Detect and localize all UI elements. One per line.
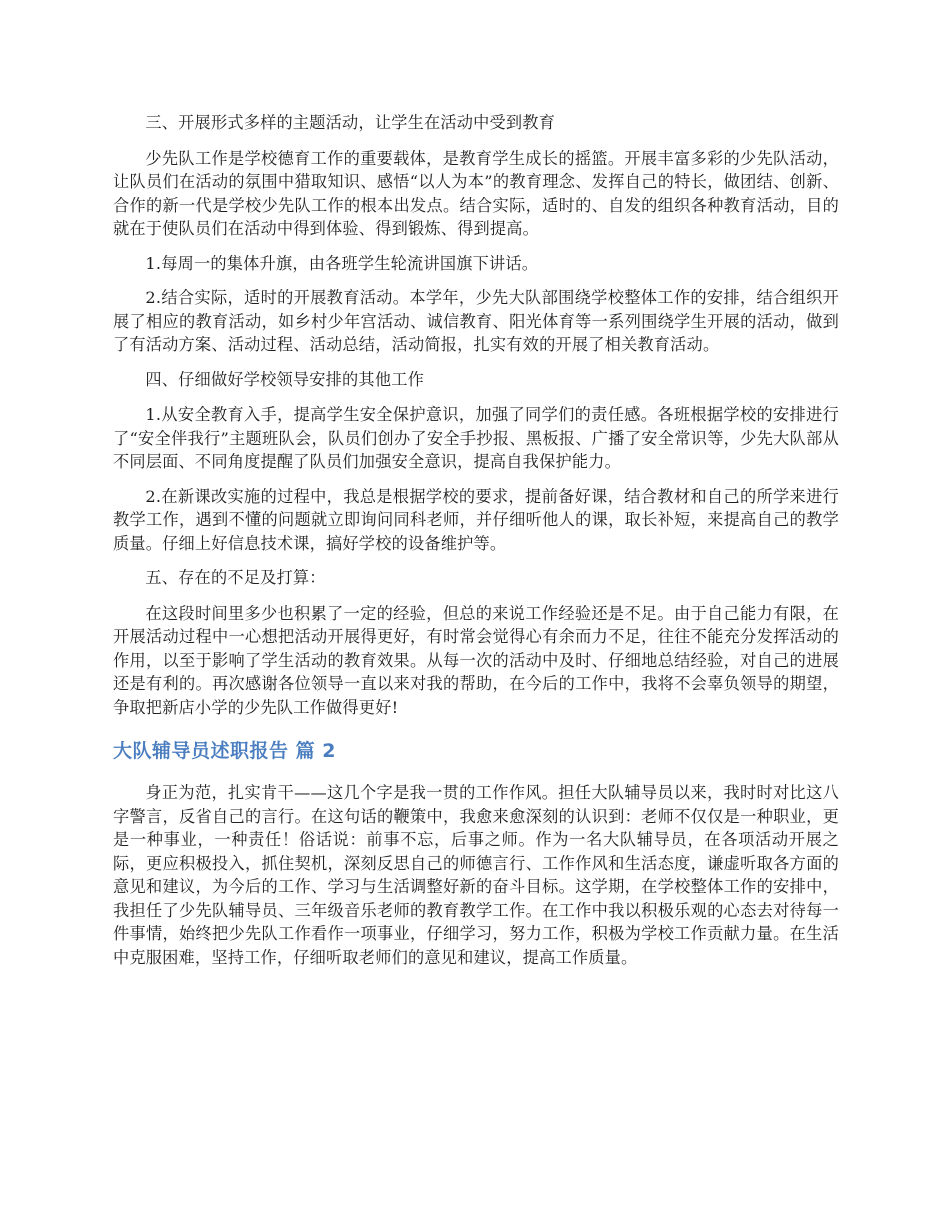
document-body (113, 111, 839, 980)
subheading-5: 五、存在的不足及打算： (145, 568, 326, 587)
body-paragraph: 少先队工作是学校德育工作的重要载体，是教育学生成长的摇篮。开展丰富多彩的少先队活动，让队员们在活动的氛围中猎取知识、感悟“以人为本”的教育理念、发挥自己的特长，做团结、创新、合作的新一代是学校少先队工作的根本出发点。结合实际，适时的、自发的组织各种教育活动，目的就在于使队员们在活动中得到体验、得到锻炼、得到提高。 (113, 148, 839, 238)
section-title: 大队辅导员述职报告 篇 2 (113, 740, 336, 762)
list-item-1: 1.每周一的集体升旗，由各班学生轮流讲国旗下讲话。 (145, 253, 539, 273)
list-item-1: 1.从安全教育入手，提高学生安全保护意识，加强了同学们的责任感。各班根据学校的安排进行了“安全伴我行”主题班队会，队员们创办了安全手抄报、黑板报、广播了安全常识等，少先大队部从不同层面、不同角度提醒了队员们加强安全意识，提高自我保护能力。 (113, 405, 839, 471)
list-item-2: 2.在新课改实施的过程中，我总是根据学校的要求，提前备好课，结合教材和自己的所学来进行教学工作，遇到不懂的问题就立即询问同科老师，并仔细听他人的课，取长补短，来提高自己的教学质量。仔细上好信息技术课，搞好学校的设备维护等。 (113, 486, 839, 553)
subheading-3: 三、开展形式多样的主题活动，让学生在活动中受到教育 (145, 113, 556, 132)
list-item-2: 2.结合实际，适时的开展教育活动。本学年，少先大队部围绕学校整体工作的安排，结合组织开展了相应的教育活动，如乡村少年宫活动、诚信教育、阳光体育等一系列围绕学生开展的活动，做到了有活动方案、活动过程、活动总结，活动简报，扎实有效的开展了相关教育活动。 (113, 288, 839, 354)
body-paragraph: 在这段时间里多少也积累了一定的经验，但总的来说工作经验还是不足。由于自己能力有限，在开展活动过程中一心想把活动开展得更好，有时常会觉得心有余而力不足，往往不能充分发挥活动的作用，以至于影响了学生活动的教育效果。从每一次的活动中及时、仔细地总结经验，对自己的进展还是有利的。再次感谢各位领导一直以来对我的帮助，在今后的工作中，我将不会辜负领导的期望，争取把新店小学的少先队工作做得更好! (113, 603, 839, 717)
subheading-4: 四、仔细做好学校领导安排的其他工作 (145, 369, 424, 389)
body-paragraph: 身正为范，扎实肯干——这几个字是我一贯的工作作风。担任大队辅导员以来，我时时对比这八字警言，反省自己的言行。在这句话的鞭策中，我愈来愈深刻的认识到：老师不仅仅是一种职业，更是一种事业，一种责任！俗话说：前事不忘，后事之师。作为一名大队辅导员，在各项活动开展之际，更应积极投入，抓住契机，深刻反思自己的师德言行、工作作风和生活态度，谦虚听取各方面的意见和建议，为今后的工作、学习与生活调整好新的奋斗目标。这学期，在学校整体工作的安排中，我担任了少先队辅导员、三年级音乐老师的教育教学工作。在工作中我以积极乐观的心态去对待每一件事情，始终把少先队工作看作一项事业，仔细学习，努力工作，积极为学校工作贡献力量。在生活中克服困难，坚持工作，仔细听取老师们的意见和建议，提高工作质量。 (113, 783, 839, 967)
